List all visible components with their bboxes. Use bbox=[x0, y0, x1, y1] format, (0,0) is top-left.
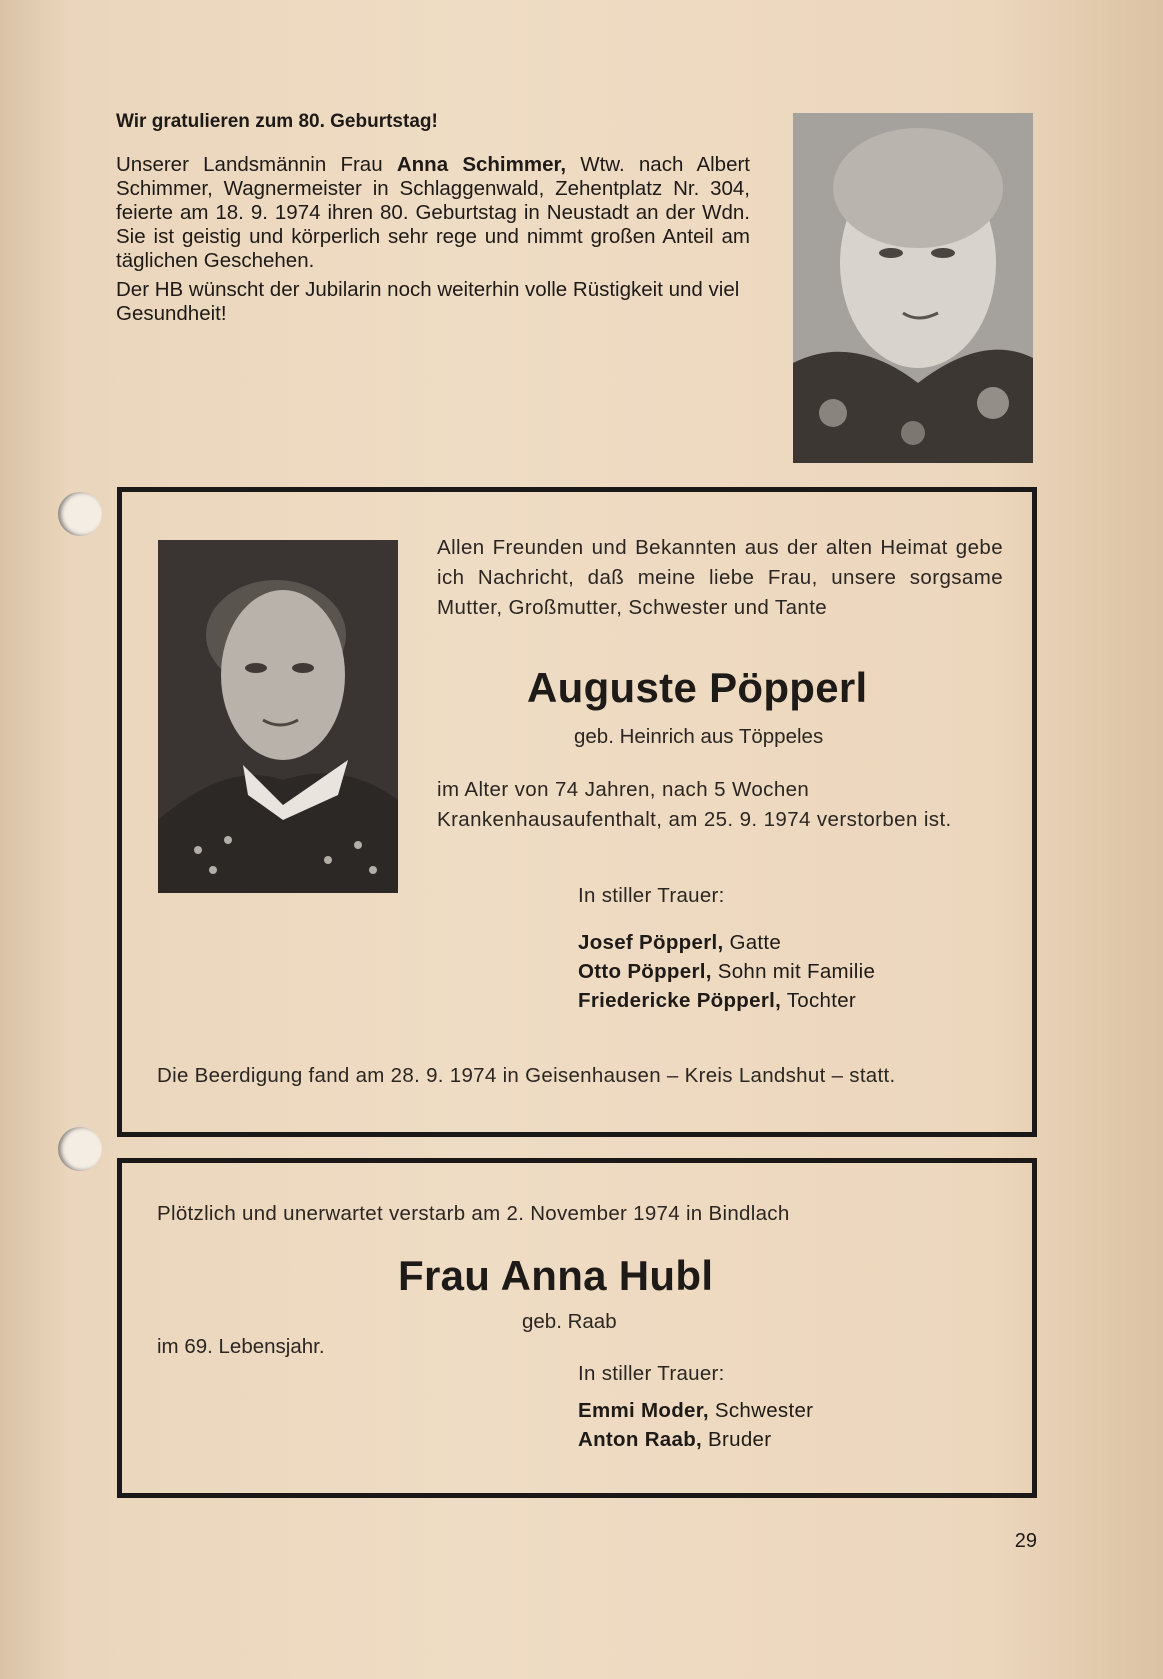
page-number: 29 bbox=[1014, 1530, 1037, 1552]
obituary2-age: im 69. Lebensjahr. bbox=[157, 1335, 325, 1358]
mourner-item: Otto Pöpperl, Sohn mit Familie bbox=[578, 960, 876, 983]
mourner-item: Emmi Moder, Schwester bbox=[578, 1399, 814, 1422]
obituary2-intro: Plötzlich und unerwartet verstarb am 2. November 1974 in Bindlach bbox=[157, 1202, 790, 1225]
mourner-item: Josef Pöpperl, Gatte bbox=[578, 931, 782, 954]
obituary1-deceased-name: Auguste Pöpperl bbox=[527, 664, 868, 711]
birthday-title: Wir gratulieren zum 80. Geburtstag! bbox=[116, 111, 438, 132]
obituary1-birth-name: geb. Heinrich aus Töppeles bbox=[574, 725, 824, 748]
obituary-portrait-photo bbox=[158, 540, 398, 893]
obituary1-mourning-label: In stiller Trauer: bbox=[578, 884, 725, 907]
punch-hole-bottom bbox=[58, 1127, 102, 1171]
obituary2-mourning-label: In stiller Trauer: bbox=[578, 1362, 725, 1385]
obituary1-burial-notice: Die Beerdigung fand am 28. 9. 1974 in Geisenhausen – Kreis Landshut – statt. bbox=[157, 1064, 896, 1087]
obituary1-mourners-list bbox=[578, 928, 875, 1015]
mourner-item: Anton Raab, Bruder bbox=[578, 1428, 772, 1451]
birthday-name: Anna Schimmer, bbox=[396, 153, 567, 176]
punch-hole-top bbox=[58, 492, 102, 536]
obituary2-birth-name: geb. Raab bbox=[522, 1310, 617, 1333]
obituary2-mourners-list bbox=[578, 1396, 813, 1454]
birthday-paragraph: Unserer Landsmännin Frau Anna Schimmer, Wtw. nach Albert Schimmer, Wagnermeister in Schlaggenwald, Zehentplatz Nr. 304, feierte am 18. 9. 1974 ihren 80. Geburtstag in Neustadt an der Wdn. Sie ist geistig und körperlich sehr rege und nimmt großen Anteil am täglichen Geschehen. bbox=[116, 153, 750, 272]
mourner-item: Friedericke Pöpperl, Tochter bbox=[578, 989, 857, 1012]
obituary1-death-notice: im Alter von 74 Jahren, nach 5 Wochen Krankenhausaufenthalt, am 25. 9. 1974 verstorben ist. bbox=[437, 778, 952, 831]
obituary1-intro: Allen Freunden und Bekannten aus der alten Heimat gebe ich Nachricht, daß meine liebe Frau, unsere sorgsame Mutter, Großmutter, Schwester und Tante bbox=[437, 536, 1003, 619]
birthday-portrait-photo bbox=[793, 113, 1033, 463]
birthday-wishes: Der HB wünscht der Jubilarin noch weiterhin volle Rüstigkeit und viel Gesundheit! bbox=[116, 278, 740, 325]
obituary2-deceased-name: Frau Anna Hubl bbox=[398, 1252, 714, 1299]
